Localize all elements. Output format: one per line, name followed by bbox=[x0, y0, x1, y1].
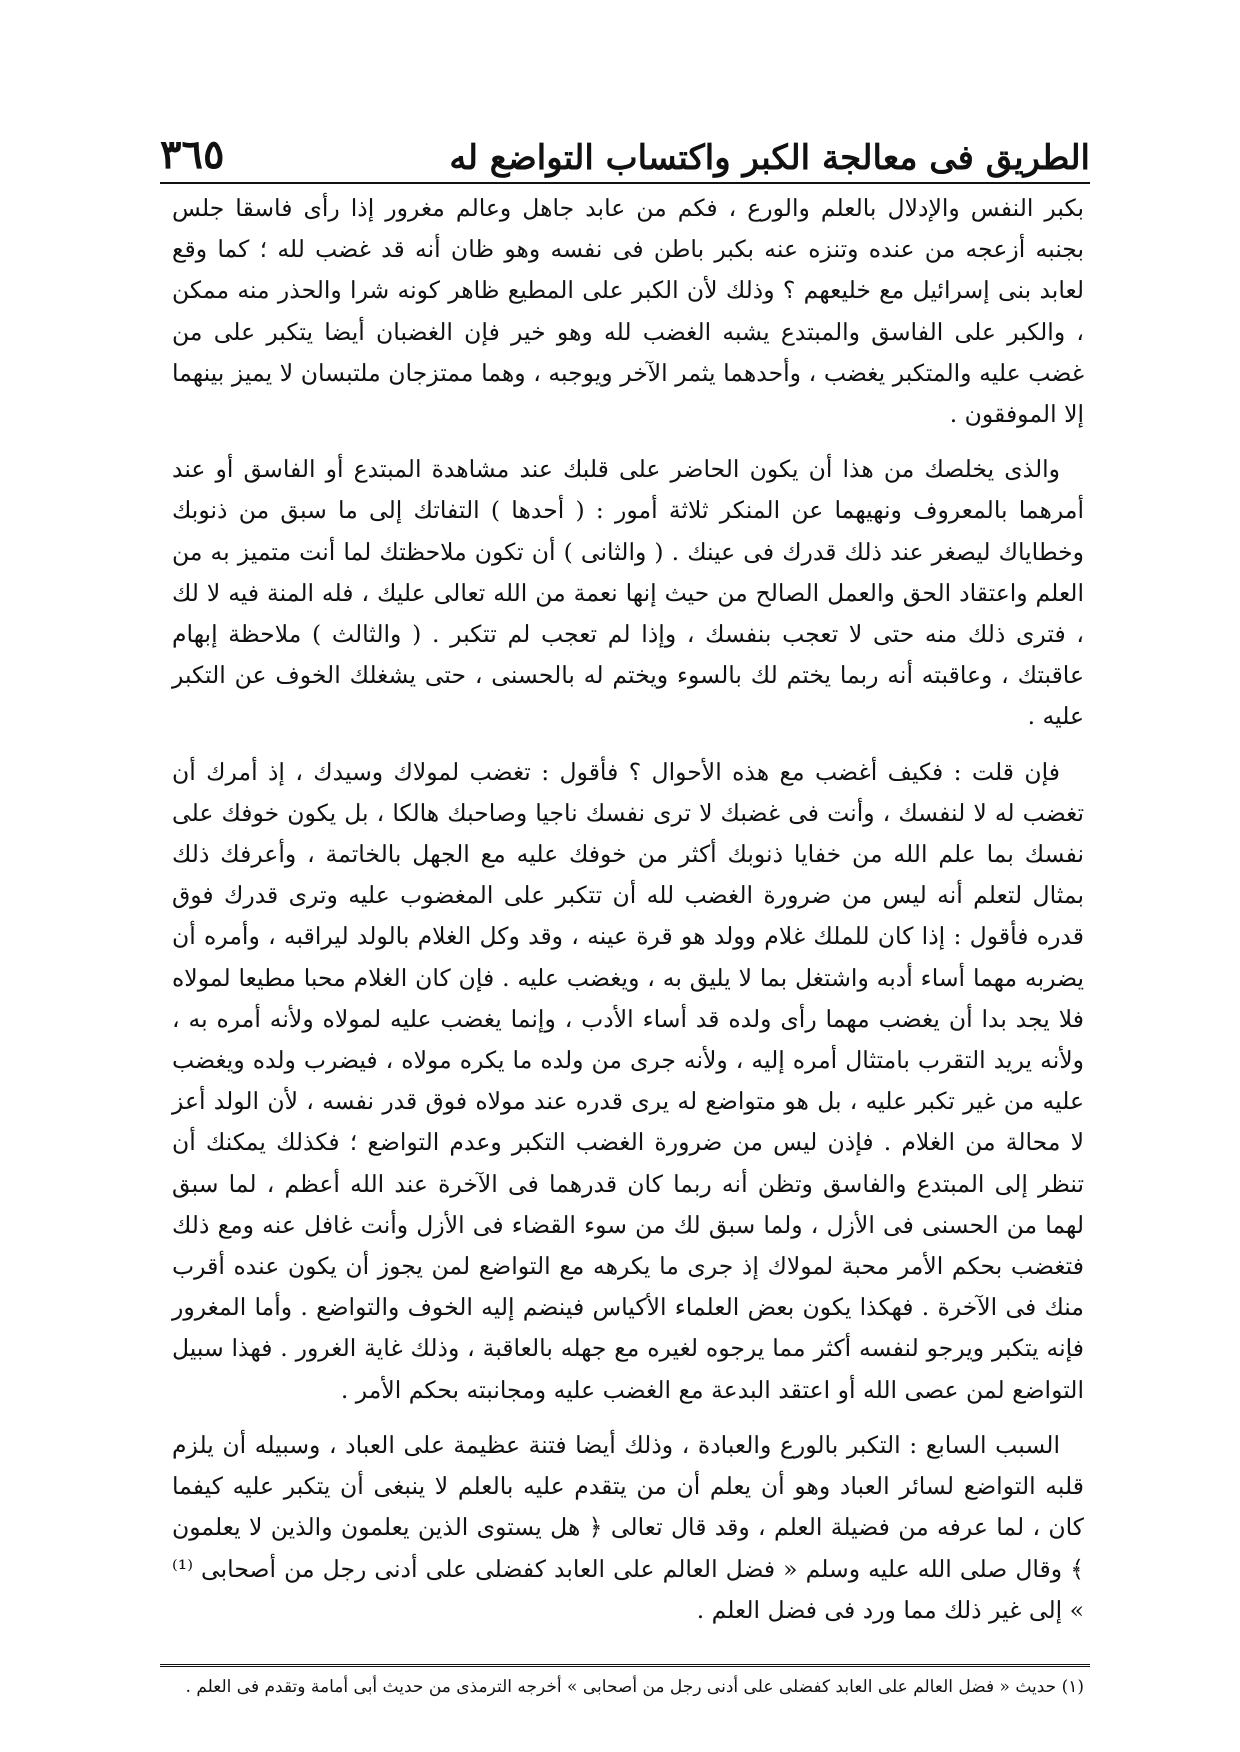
footnote-rule bbox=[160, 1664, 1090, 1667]
footnote-text: (١) حديث « فضل العالم على العابد كفضلى على أدنى رجل من أصحابى » أخرجه الترمذى من حديث أبى أمامة وتقدم فى العلم . bbox=[185, 1677, 1084, 1697]
paragraph-3: فإن قلت : فكيف أغضب مع هذه الأحوال ؟ فأقول : تغضب لمولاك وسيدك ، إذ أمرك أن تغضب له لا لنفسك ، وأنت فى غضبك لا ترى نفسك ناجيا وصاحبك هالكا ، بل يكون خوفك على نفسك بما علم الله من خفايا ذنوبك أكثر من خوفك عليه مع الجهل بالخاتمة ، وأعرفك ذلك بمثال لتعلم أنه ليس من ضرورة الغضب لله أن تتكبر على المغضوب عليه وترى قدرك فوق قدره فأقول : إذا كان للملك غلام وولد هو قرة عينه ، وقد وكل الغلام بالولد ليراقبه ، وأمره أن يضربه مهما أساء أدبه واشتغل بما لا يليق به ، ويغضب عليه . فإن كان الغلام محبا مطيعا لمولاه فلا يجد بدا أن يغضب مهما رأى ولده قد أساء الأدب ، وإنما يغضب عليه لمولاه ولأنه أمره به ، ولأنه يريد التقرب بامتثال أمره إليه ، ولأنه جرى من ولده ما يكره مولاه ، فيضرب ولده ويغضب عليه من غير تكبر عليه ، بل هو متواضع له يرى قدره عند مولاه فوق قدر نفسه ، لأن الولد أعز لا محالة من الغلام . فإذن ليس من ضرورة الغضب التكبر وعدم التواضع ؛ فكذلك يمكنك أن تنظر إلى المبتدع والفاسق وتظن أنه ربما كان قدرهما فى الآخرة عند الله أعظم ، لما سبق لهما من الحسنى فى الأزل ، ولما سبق لك من سوء القضاء فى الأزل وأنت غافل عنه ومع ذلك فتغضب بحكم الأمر محبة لمولاك إذ جرى ما يكرهه مع التواضع لمن يجوز أن يكون عنده أقرب منك فى الآخرة . فهكذا يكون بعض العلماء الأكياس فينضم إليه الخوف والتواضع . وأما المغرور فإنه يتكبر ويرجو لنفسه أكثر مما يرجوه لغيره مع جهله بالعاقبة ، وذلك غاية الغرور . فهذا سبيل التواضع لمن عصى الله أو اعتقد البدعة مع الغضب عليه ومجانبته بحكم الأمر . bbox=[172, 757, 1084, 1404]
paragraph-2: والذى يخلصك من هذا أن يكون الحاضر على قلبك عند مشاهدة المبتدع أو الفاسق أو عند أمرهما بالمعروف ونهيهما عن المنكر ثلاثة أمور : ( أحدها ) التفاتك إلى ما سبق من ذنوبك وخطاياك ليصغر عند ذلك قدرك فى عينك . ( والثانى ) أن تكون ملاحظتك لما أنت متميز به من العلم واعتقاد الحق والعمل الصالح من حيث إنها نعمة من الله تعالى عليك ، فله المنة فيه لا لك ، فترى ذلك منه حتى لا تعجب بنفسك ، وإذا لم تعجب لم تتكبر . ( والثالث ) ملاحظة إبهام عاقبتك ، وعاقبته أنه ربما يختم لك بالسوء ويختم له بالحسنى ، حتى يشغلك الخوف عن التكبر عليه . bbox=[172, 455, 1084, 731]
page-header bbox=[160, 118, 1090, 178]
paragraph-4: السبب السابع : التكبر بالورع والعبادة ، وذلك أيضا فتنة عظيمة على العباد ، وسبيله أن يلزم قلبه التواضع لسائر العباد وهو أن يعلم أن من يتقدم عليه بالعلم لا ينبغى أن يتكبر عليه كيفما كان ، لما عرفه من فضيلة العلم ، وقد قال تعالى ﴿ هل يستوى الذين يعلمون والذين لا يعلمون ﴾ وقال صلى الله عليه وسلم « فضل العالم على العابد كفضلى على أدنى رجل من أصحابى ⁽¹⁾ » إلى غير ذلك مما ورد فى فضل العلم . bbox=[172, 1430, 1084, 1624]
running-title: الطريق فى معالجة الكبر واكتساب التواضع له bbox=[449, 138, 1090, 178]
paragraph-1: بكبر النفس والإدلال بالعلم والورع ، فكم من عابد جاهل وعالم مغرور إذا رأى فاسقا جلس بجنبه أزعجه من عنده وتنزه عنه بكبر باطن فى نفسه وهو ظان أنه قد غضب لله ؛ كما وقع لعابد بنى إسرائيل مع خليعهم ؟ وذلك لأن الكبر على المطيع ظاهر كونه شرا والحذر منه ممكن ، والكبر على الفاسق والمبتدع يشبه الغضب لله وهو خير فإن الغضبان أيضا يتكبر على من غضب عليه والمتكبر يغضب ، وأحدهما يثمر الآخر ويوجبه ، وهما ممتزجان ملتبسان لا يميز بينهما إلا الموفقون . bbox=[172, 194, 1084, 429]
page-number: ٣٦٥ bbox=[160, 131, 225, 178]
header-rule bbox=[160, 182, 1090, 184]
footnote bbox=[170, 1672, 1084, 1702]
main-text bbox=[172, 188, 1084, 1631]
